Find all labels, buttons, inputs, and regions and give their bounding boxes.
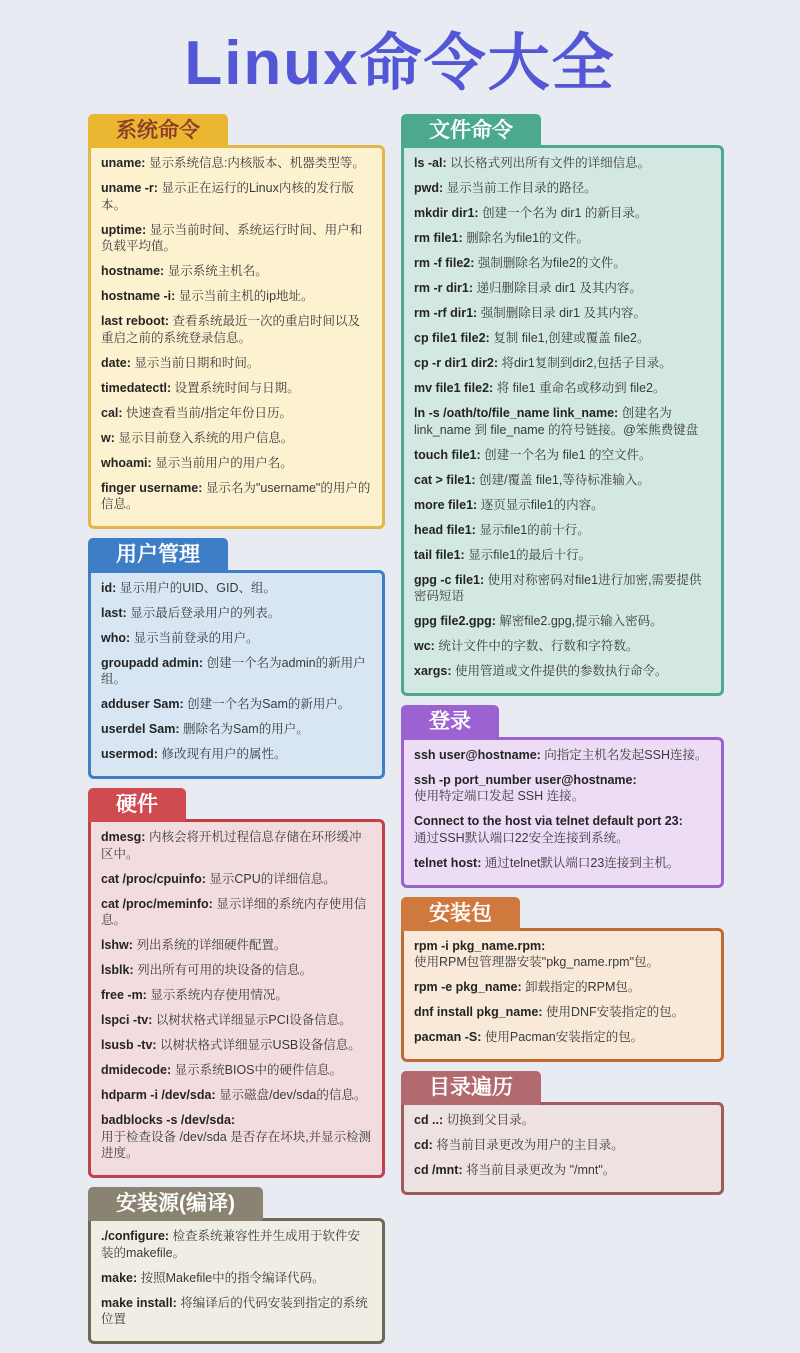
command-entry xyxy=(414,497,711,514)
command-description: 解密file2.gpg,提示输入密码。 xyxy=(499,614,663,629)
section-packages xyxy=(401,897,724,1063)
command-name: w: xyxy=(101,430,115,445)
command-entry xyxy=(414,255,711,272)
command-entry xyxy=(414,330,711,347)
command-description: 复制 file1,创建或覆盖 file2。 xyxy=(493,331,650,346)
command-entry xyxy=(414,855,711,872)
command-entry xyxy=(101,1270,372,1287)
command-name: rm -f file2: xyxy=(414,256,475,271)
command-entry xyxy=(101,696,372,713)
command-name: pwd: xyxy=(414,181,444,196)
section-body xyxy=(88,570,385,780)
command-description: 通过SSH默认端口22安全连接到系统。 xyxy=(414,830,629,845)
command-entry xyxy=(101,355,372,372)
command-description: 列出系统的详细硬件配置。 xyxy=(136,938,287,953)
command-entry xyxy=(101,405,372,422)
command-description: 显示当前时间、系统运行时间、用户和负载平均值。 xyxy=(101,222,363,254)
command-entry xyxy=(414,1137,711,1154)
command-entry xyxy=(101,180,372,213)
command-name: cp -r dir1 dir2: xyxy=(414,356,499,371)
section-body xyxy=(401,737,724,888)
command-name: userdel Sam: xyxy=(101,722,180,737)
command-name: rm -r dir1: xyxy=(414,281,474,296)
command-description: 显示CPU的详细信息。 xyxy=(209,871,336,886)
command-description: 递归删除目录 dir1 及其内容。 xyxy=(476,281,642,296)
command-entry xyxy=(414,447,711,464)
command-description: 修改现有用户的属性。 xyxy=(161,747,287,762)
command-description: 显示file1的最后十行。 xyxy=(468,547,592,562)
section-login xyxy=(401,705,724,887)
command-entry xyxy=(414,1112,711,1129)
command-description: 使用管道或文件提供的参数执行命令。 xyxy=(455,664,668,679)
section-header-users: 用户管理 xyxy=(88,538,228,572)
section-header-files: 文件命令 xyxy=(401,114,541,148)
command-entry xyxy=(414,205,711,222)
command-name: uptime: xyxy=(101,222,147,237)
command-description: 强制删除名为file2的文件。 xyxy=(477,256,626,271)
command-description: 创建/覆盖 file1,等待标准输入。 xyxy=(478,472,650,487)
command-name: timedatectl: xyxy=(101,380,172,395)
command-description: 创建一个名为 dir1 的新目录。 xyxy=(482,206,648,221)
command-entry xyxy=(414,405,711,438)
command-entry xyxy=(414,572,711,605)
command-name: cd ..: xyxy=(414,1113,444,1128)
command-name: rm -rf dir1: xyxy=(414,306,478,321)
command-description: 显示正在运行的Linux内核的发行版本。 xyxy=(101,181,354,212)
command-description: 将 file1 重命名或移动到 file2。 xyxy=(496,381,666,396)
command-description: 显示最后登录用户的列表。 xyxy=(130,605,281,620)
command-description: 向指定主机名发起SSH连接。 xyxy=(544,747,708,762)
command-name: cat /proc/meminfo: xyxy=(101,896,213,911)
command-name: cp file1 file2: xyxy=(414,331,490,346)
command-name: uname -r: xyxy=(101,181,158,196)
command-entry xyxy=(414,522,711,539)
section-system xyxy=(88,114,385,529)
command-entry xyxy=(414,772,711,805)
command-entry xyxy=(101,1087,372,1104)
command-name: finger username: xyxy=(101,480,203,495)
command-name: lsusb -tv: xyxy=(101,1038,157,1053)
command-entry xyxy=(414,663,711,680)
command-entry xyxy=(101,455,372,472)
command-description: 内核会将开机过程信息存储在环形缓冲区中。 xyxy=(101,830,362,861)
command-description: 显示目前登入系统的用户信息。 xyxy=(118,430,294,445)
command-entry xyxy=(414,1029,711,1046)
command-entry xyxy=(101,896,372,929)
command-entry xyxy=(414,747,711,764)
command-entry xyxy=(414,380,711,397)
command-name: make: xyxy=(101,1270,138,1285)
command-description: 显示系统内存使用情况。 xyxy=(150,988,288,1003)
command-entry xyxy=(101,288,372,305)
command-name: hostname: xyxy=(101,264,165,279)
command-name: who: xyxy=(101,630,131,645)
command-name: cd: xyxy=(414,1138,433,1153)
command-name: cat /proc/cpuinfo: xyxy=(101,871,206,886)
command-name: ./configure: xyxy=(101,1229,170,1244)
command-description: 以树状格式详细显示PCI设备信息。 xyxy=(155,1013,352,1028)
command-description: 将当前目录更改为用户的主目录。 xyxy=(436,1138,624,1153)
section-body xyxy=(88,1218,385,1344)
command-name: badblocks -s /dev/sda: xyxy=(101,1113,236,1128)
command-name: wc: xyxy=(414,639,435,654)
command-description: 将当前目录更改为 "/mnt"。 xyxy=(466,1163,616,1178)
command-entry xyxy=(414,230,711,247)
command-entry xyxy=(101,222,372,255)
command-name: pacman -S: xyxy=(414,1030,482,1045)
command-name: ssh -p port_number user@hostname: xyxy=(414,772,637,787)
command-name: cd /mnt: xyxy=(414,1163,463,1178)
command-name: free -m: xyxy=(101,988,147,1003)
command-description: 使用Pacman安装指定的包。 xyxy=(484,1030,644,1045)
command-name: hostname -i: xyxy=(101,289,176,304)
command-description: 通过telnet默认端口23连接到主机。 xyxy=(484,855,680,870)
command-description: 检查系统兼容性并生成用于软件安装的makefile。 xyxy=(101,1229,361,1260)
command-entry xyxy=(101,605,372,622)
command-entry xyxy=(101,962,372,979)
command-description: 将编译后的代码安装到指定的系统位置 xyxy=(101,1295,368,1327)
command-entry xyxy=(414,180,711,197)
command-name: dmidecode: xyxy=(101,1063,172,1078)
command-description: 删除名为Sam的用户。 xyxy=(183,722,309,737)
command-name: telnet host: xyxy=(414,855,482,870)
command-name: dnf install pkg_name: xyxy=(414,1005,543,1020)
section-body xyxy=(401,145,724,696)
section-source xyxy=(88,1187,385,1344)
command-description: 强制删除目录 dir1 及其内容。 xyxy=(480,306,646,321)
section-header-source: 安装源(编译) xyxy=(88,1187,263,1221)
command-name: adduser Sam: xyxy=(101,697,184,712)
command-description: 统计文件中的字数、行数和字符数。 xyxy=(438,639,639,654)
page-title: Linux命令大全 xyxy=(184,29,616,98)
command-entry xyxy=(414,472,711,489)
command-description: 创建一个名为admin的新用户组。 xyxy=(101,655,366,687)
command-entry xyxy=(101,655,372,688)
command-name: Connect to the host via telnet default port 23: xyxy=(414,814,683,829)
command-entry xyxy=(414,155,711,172)
command-description: 显示当前主机的ip地址。 xyxy=(178,289,314,304)
command-name: gpg -c file1: xyxy=(414,572,485,587)
command-name: gpg file2.gpg: xyxy=(414,614,496,629)
command-name: cal: xyxy=(101,405,123,420)
command-name: last: xyxy=(101,605,127,620)
command-name: make install: xyxy=(101,1295,177,1310)
command-entry xyxy=(414,813,711,846)
command-entry xyxy=(101,987,372,1004)
command-name: lspci -tv: xyxy=(101,1013,153,1028)
command-name: lshw: xyxy=(101,938,133,953)
command-description: 使用特定端口发起 SSH 连接。 xyxy=(414,789,585,804)
command-entry xyxy=(414,979,711,996)
command-name: mv file1 file2: xyxy=(414,381,494,396)
command-description: 快速查看当前/指定年份日历。 xyxy=(126,405,293,420)
command-name: cat > file1: xyxy=(414,472,476,487)
columns-wrapper xyxy=(0,98,800,1353)
command-name: tail file1: xyxy=(414,547,465,562)
command-description: 显示当前用户的用户名。 xyxy=(155,455,293,470)
command-name: head file1: xyxy=(414,522,476,537)
command-name: touch file1: xyxy=(414,447,481,462)
section-body xyxy=(401,928,724,1063)
command-entry xyxy=(414,1004,711,1021)
command-entry xyxy=(414,280,711,297)
command-name: dmesg: xyxy=(101,830,146,845)
command-entry xyxy=(101,1295,372,1328)
command-name: groupadd admin: xyxy=(101,655,204,670)
command-entry xyxy=(101,1112,372,1162)
command-description: 显示磁盘/dev/sda的信息。 xyxy=(219,1088,367,1103)
command-entry xyxy=(101,580,372,597)
section-dirs xyxy=(401,1071,724,1195)
section-body xyxy=(88,145,385,529)
command-entry xyxy=(101,263,372,280)
section-files xyxy=(401,114,724,696)
command-name: hdparm -i /dev/sda: xyxy=(101,1088,216,1103)
command-entry xyxy=(414,1162,711,1179)
command-name: last reboot: xyxy=(101,314,170,329)
command-description: 使用对称密码对file1进行加密,需要提供密码短语 xyxy=(414,572,702,604)
command-description: 列出所有可用的块设备的信息。 xyxy=(137,963,313,978)
command-description: 用于检查设备 /dev/sda 是否存在坏块,并显示检测进度。 xyxy=(101,1129,372,1161)
command-description: 以树状格式详细显示USB设备信息。 xyxy=(160,1038,361,1053)
section-hardware xyxy=(88,788,385,1178)
command-description: 设置系统时间与日期。 xyxy=(174,380,300,395)
command-description: 使用DNF安装指定的包。 xyxy=(545,1005,685,1020)
command-name: uname: xyxy=(101,156,146,171)
command-entry xyxy=(414,355,711,372)
command-name: lsblk: xyxy=(101,963,134,978)
command-name: xargs: xyxy=(414,664,452,679)
command-entry xyxy=(101,746,372,763)
command-description: 显示当前日期和时间。 xyxy=(134,355,260,370)
command-name: more file1: xyxy=(414,497,478,512)
command-description: 显示系统BIOS中的硬件信息。 xyxy=(174,1063,343,1078)
section-body xyxy=(401,1102,724,1195)
command-entry xyxy=(101,480,372,513)
command-entry xyxy=(101,380,372,397)
command-description: 创建一个名为Sam的新用户。 xyxy=(187,697,351,712)
command-description: 显示当前工作目录的路径。 xyxy=(446,181,597,196)
command-description: 显示当前登录的用户。 xyxy=(133,630,259,645)
command-description: 显示系统信息:内核版本、机器类型等。 xyxy=(148,156,365,171)
command-description: 使用RPM包管理器安装"pkg_name.rpm"包。 xyxy=(414,955,660,970)
section-header-login: 登录 xyxy=(401,705,499,739)
command-description: 按照Makefile中的指令编译代码。 xyxy=(140,1270,325,1285)
section-body xyxy=(88,819,385,1178)
section-header-system: 系统命令 xyxy=(88,114,228,148)
command-description: 查看系统最近一次的重启时间以及重启之前的系统登录信息。 xyxy=(101,314,361,345)
command-name: date: xyxy=(101,355,131,370)
command-description: 将dir1复制到dir2,包括子目录。 xyxy=(501,356,672,371)
command-description: 逐页显示file1的内容。 xyxy=(480,497,604,512)
command-description: 创建一个名为 file1 的空文件。 xyxy=(484,447,652,462)
command-entry xyxy=(101,829,372,862)
command-entry xyxy=(101,430,372,447)
command-entry xyxy=(101,1228,372,1261)
command-description: 创建名为 link_name 到 file_name 的符号链接。@笨熊费键盘 xyxy=(414,406,699,437)
command-entry xyxy=(101,1012,372,1029)
command-name: rpm -i pkg_name.rpm: xyxy=(414,938,546,953)
command-description: 显示名为"username"的用户的信息。 xyxy=(101,480,371,512)
section-header-packages: 安装包 xyxy=(401,897,520,931)
command-entry xyxy=(101,721,372,738)
command-description: 以长格式列出所有文件的详细信息。 xyxy=(450,156,651,171)
section-header-hardware: 硬件 xyxy=(88,788,186,822)
command-entry xyxy=(101,937,372,954)
command-name: ssh user@hostname: xyxy=(414,747,541,762)
command-description: 卸载指定的RPM包。 xyxy=(525,980,641,995)
left-column xyxy=(88,114,385,1353)
command-entry xyxy=(414,305,711,322)
section-header-dirs: 目录遍历 xyxy=(401,1071,541,1105)
command-name: usermod: xyxy=(101,747,158,762)
command-entry xyxy=(101,155,372,172)
command-description: 显示详细的系统内存使用信息。 xyxy=(101,896,367,928)
command-description: 切换到父目录。 xyxy=(446,1113,535,1128)
command-entry xyxy=(414,613,711,630)
command-description: 显示系统主机名。 xyxy=(167,264,268,279)
command-entry xyxy=(414,547,711,564)
right-column xyxy=(401,114,724,1204)
command-description: 显示用户的UID、GID、组。 xyxy=(119,580,277,595)
command-description: 显示file1的前十行。 xyxy=(479,522,590,537)
command-name: id: xyxy=(101,580,117,595)
command-name: rpm -e pkg_name: xyxy=(414,980,522,995)
command-entry xyxy=(101,313,372,346)
command-entry xyxy=(414,638,711,655)
command-name: mkdir dir1: xyxy=(414,206,479,221)
command-entry xyxy=(101,1062,372,1079)
command-entry xyxy=(101,1037,372,1054)
command-name: ls -al: xyxy=(414,156,447,171)
command-name: rm file1: xyxy=(414,231,463,246)
command-entry xyxy=(101,871,372,888)
command-entry xyxy=(414,938,711,971)
command-name: ln -s /oath/to/file_name link_name: xyxy=(414,406,619,421)
command-description: 删除名为file1的文件。 xyxy=(466,231,590,246)
section-users xyxy=(88,538,385,779)
command-name: whoami: xyxy=(101,455,152,470)
command-entry xyxy=(101,630,372,647)
